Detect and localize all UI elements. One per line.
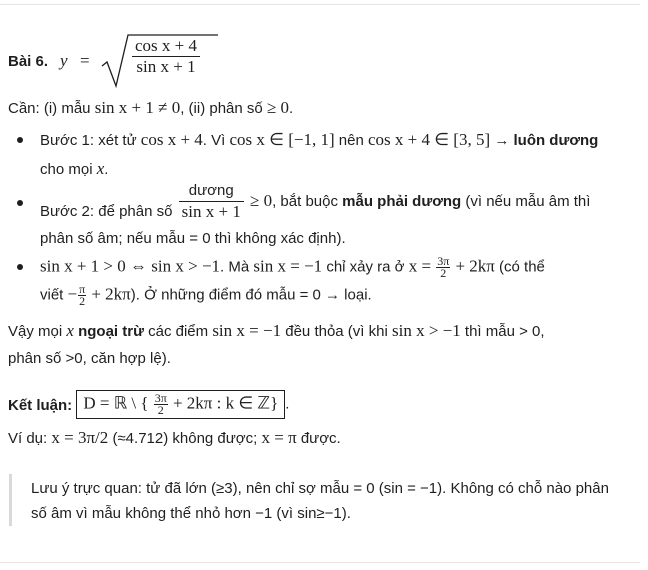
step-3-expr-1: sin x + 1 > 0 ⇔ sin x > −1 bbox=[40, 256, 221, 276]
step-2-line-2 bbox=[40, 229, 346, 249]
step-2-text-4: phân số âm; nếu mẫu = 0 thì không xác định). bbox=[40, 230, 346, 247]
step-3-text-4: viết bbox=[40, 286, 64, 304]
condition-end: . bbox=[289, 100, 294, 117]
summary-text-3: đều thỏa (vì khi bbox=[285, 323, 388, 340]
condition-text-1: Cần: (i) mẫu bbox=[8, 100, 91, 117]
bullet-3 bbox=[17, 264, 23, 270]
bullet-2 bbox=[17, 200, 23, 206]
step-1-var: x bbox=[96, 159, 105, 178]
step-3-fraction bbox=[436, 256, 450, 279]
problem-label: Bài 6. bbox=[8, 53, 49, 70]
conclusion-end: . bbox=[285, 395, 290, 413]
conclusion-label: Kết luận: bbox=[8, 397, 73, 415]
example-text: (≈4.712) không được; bbox=[112, 430, 258, 447]
step-3-fraction-2 bbox=[78, 284, 86, 307]
step-2-fraction bbox=[179, 181, 244, 222]
step-2-text: Bước 2: để phân số bbox=[40, 203, 173, 221]
domain-expr-2: + 2kπ : k ∈ ℤ} bbox=[172, 393, 279, 413]
conclusion-line bbox=[8, 390, 289, 422]
condition-expr-1: sin x + 1 ≠ 0 bbox=[94, 98, 181, 117]
summary-expr-2: sin x > −1 bbox=[391, 321, 461, 340]
summary-var: x bbox=[66, 321, 74, 340]
step-2-line-1 bbox=[40, 181, 590, 225]
step-3-text: . Mà bbox=[220, 258, 250, 276]
summary-text-5: phân số >0, căn hợp lệ). bbox=[8, 350, 171, 367]
step-3-text-2: chỉ xảy ra ở bbox=[326, 258, 405, 276]
condition-line bbox=[8, 98, 293, 119]
example-line bbox=[8, 428, 341, 449]
step-3-text-5: ). Ở những điểm đó mẫu = 0 → loại. bbox=[130, 286, 372, 304]
step-2-bold: mẫu phải dương bbox=[342, 193, 462, 211]
note-line-2 bbox=[31, 504, 351, 524]
step-2-denominator: sin x + 1 bbox=[181, 202, 241, 221]
summary-text-4: thì mẫu > 0, bbox=[464, 323, 545, 340]
summary-text: Vậy mọi bbox=[8, 323, 63, 340]
step-1-line-1 bbox=[40, 130, 598, 151]
summary-bold: ngoại trừ bbox=[78, 323, 144, 340]
step-1-text-2: . Vì bbox=[202, 132, 226, 149]
example-text-2: được. bbox=[300, 430, 341, 447]
sqrt-fraction bbox=[132, 36, 200, 77]
step-3-frac2-den: 2 bbox=[79, 294, 86, 308]
note-line-1 bbox=[31, 479, 609, 499]
note-text-1: Lưu ý trực quan: tử đã lớn (≥3), nên chỉ sợ mẫu = 0 (sin = −1). Không có chỗ nào phân bbox=[31, 480, 609, 497]
step-1-expr-1: cos x + 4 bbox=[140, 130, 203, 149]
step-3-frac-num: 3π bbox=[437, 254, 450, 268]
step-1-text-4: cho mọi bbox=[40, 161, 93, 178]
domain-frac-num: 3π bbox=[154, 391, 167, 405]
step-2-numerator: dương bbox=[179, 181, 244, 202]
step-3-expr-3: x = bbox=[408, 256, 432, 276]
equals-sign: = bbox=[80, 51, 90, 70]
note-bar bbox=[9, 474, 12, 526]
step-1-text: Bước 1: xét tử bbox=[40, 132, 137, 149]
summary-text-2: các điểm bbox=[148, 323, 209, 340]
summary-expr-1: sin x = −1 bbox=[212, 321, 282, 340]
example-expr-2: x = π bbox=[261, 428, 297, 447]
step-1-bold: luôn dương bbox=[513, 132, 599, 149]
step-2-expr: ≥ 0 bbox=[250, 191, 273, 211]
condition-expr-2: ≥ 0 bbox=[266, 98, 290, 117]
top-divider bbox=[0, 4, 640, 5]
step-3-expr-5: + 2kπ bbox=[91, 284, 131, 304]
step-3-expr-4: + 2kπ bbox=[455, 256, 495, 276]
summary-line-2 bbox=[8, 349, 171, 369]
fraction-denominator: sin x + 1 bbox=[136, 57, 196, 76]
step-3-expr-2: sin x = −1 bbox=[253, 256, 323, 276]
step-3-minus: − bbox=[67, 284, 78, 304]
bullet-1 bbox=[17, 137, 23, 143]
arrow: → bbox=[494, 132, 510, 149]
step-3-text-3: (có thể bbox=[499, 258, 545, 276]
step-1-text-3: nên bbox=[338, 132, 364, 149]
function-name: y bbox=[60, 51, 68, 70]
step-1-end: . bbox=[104, 161, 109, 178]
fraction-numerator: cos x + 4 bbox=[132, 36, 200, 57]
domain-frac-den: 2 bbox=[157, 403, 164, 417]
example-label: Ví dụ: bbox=[8, 430, 48, 447]
step-3-line-1 bbox=[40, 256, 545, 279]
step-1-expr-2: cos x ∈ [−1, 1] bbox=[229, 130, 335, 149]
condition-text-2: , (ii) phân số bbox=[180, 100, 263, 117]
step-1-expr-3: cos x + 4 ∈ [3, 5] bbox=[368, 130, 491, 149]
step-1-line-2 bbox=[40, 159, 108, 180]
step-3-frac2-num: π bbox=[79, 282, 86, 296]
step-2-text-3: (vì nếu mẫu âm thì bbox=[465, 193, 591, 211]
bottom-divider bbox=[0, 562, 640, 563]
step-2-text-2: , bắt buộc bbox=[272, 193, 338, 211]
summary-line-1 bbox=[8, 321, 545, 342]
domain-fraction bbox=[154, 393, 168, 416]
example-expr-1: x = 3π/2 bbox=[51, 428, 109, 447]
domain-expr-1: D = ℝ \ { bbox=[83, 393, 149, 413]
domain-box bbox=[76, 390, 285, 419]
step-3-line-2 bbox=[40, 284, 372, 307]
note-text-2: số âm vì mẫu không thể nhỏ hơn −1 (vì sin≥−1). bbox=[31, 505, 351, 522]
step-3-frac-den: 2 bbox=[440, 266, 447, 280]
